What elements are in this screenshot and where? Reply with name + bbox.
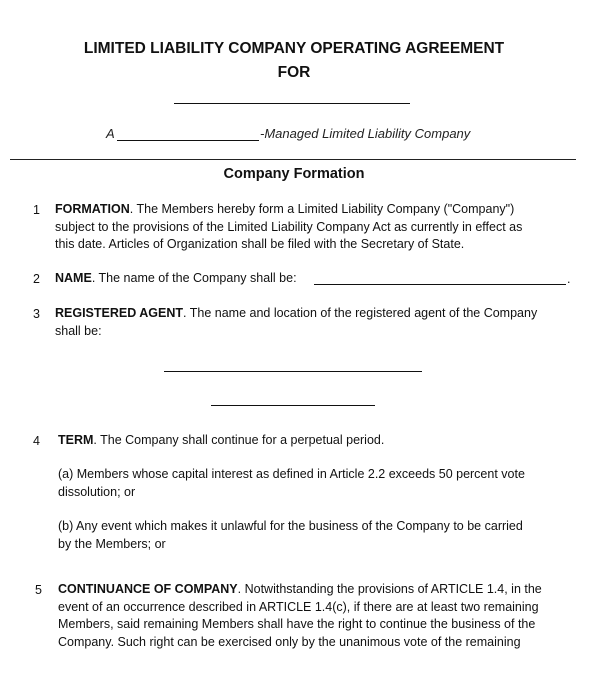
company-name-blank[interactable] <box>174 103 410 104</box>
clause-name-end: . <box>567 272 571 286</box>
clause-name: NAME. The name of the Company shall be: <box>55 271 297 285</box>
clause-number: 4 <box>33 434 40 448</box>
clause-heading: TERM <box>58 433 94 447</box>
clause-continuance: CONTINUANCE OF COMPANY. Notwithstanding the provisions of ARTICLE 1.4, in the event of an occurrence described in ARTICLE 1.4(c), if there are at least two remaining Members, said remaining Members shall have the right to continue the business of the Company. Such right can be exercised only by the unanimous vote of the remaining <box>58 582 542 649</box>
document-title: LIMITED LIABILITY COMPANY OPERATING AGREEMENT <box>83 40 505 57</box>
section-heading: Company Formation <box>223 166 365 182</box>
clause-term-item-b: (b) Any event which makes it unlawful for the business of the Company to be carried by the Members; or <box>58 519 523 551</box>
clause-formation: FORMATION. The Members hereby form a Limited Liability Company ("Company") subject to the provisions of the Limited Liability Company Act as currently in effect as this date. Articles of Organization shall be filed with the Secretary of State. <box>55 202 523 251</box>
clause-term-item-a: (a) Members whose capital interest as defined in Article 2.2 exceeds 50 percent vote dissolution; or <box>58 467 525 499</box>
document-title-for: FOR <box>277 64 311 81</box>
section-divider <box>10 159 576 160</box>
clause-heading: CONTINUANCE OF COMPANY <box>58 582 238 596</box>
clause-heading: FORMATION <box>55 202 130 216</box>
manager-type-blank[interactable] <box>117 140 259 141</box>
registered-agent-name-blank[interactable] <box>164 371 422 372</box>
clause-number: 3 <box>33 307 40 321</box>
registered-agent-address-blank[interactable] <box>211 405 375 406</box>
clause-number: 2 <box>33 272 40 286</box>
clause-heading: NAME <box>55 271 92 285</box>
clause-heading: REGISTERED AGENT <box>55 306 184 320</box>
subtitle-prefix: A <box>106 126 115 141</box>
company-name-field-blank[interactable] <box>314 284 566 285</box>
clause-term: TERM. The Company shall continue for a perpetual period. <box>58 433 385 447</box>
clause-registered-agent: REGISTERED AGENT. The name and location of the registered agent of the Company shall be: <box>55 306 538 338</box>
clause-number: 5 <box>35 583 42 597</box>
subtitle-suffix: -Managed Limited Liability Company <box>260 126 471 141</box>
clause-number: 1 <box>33 203 40 217</box>
